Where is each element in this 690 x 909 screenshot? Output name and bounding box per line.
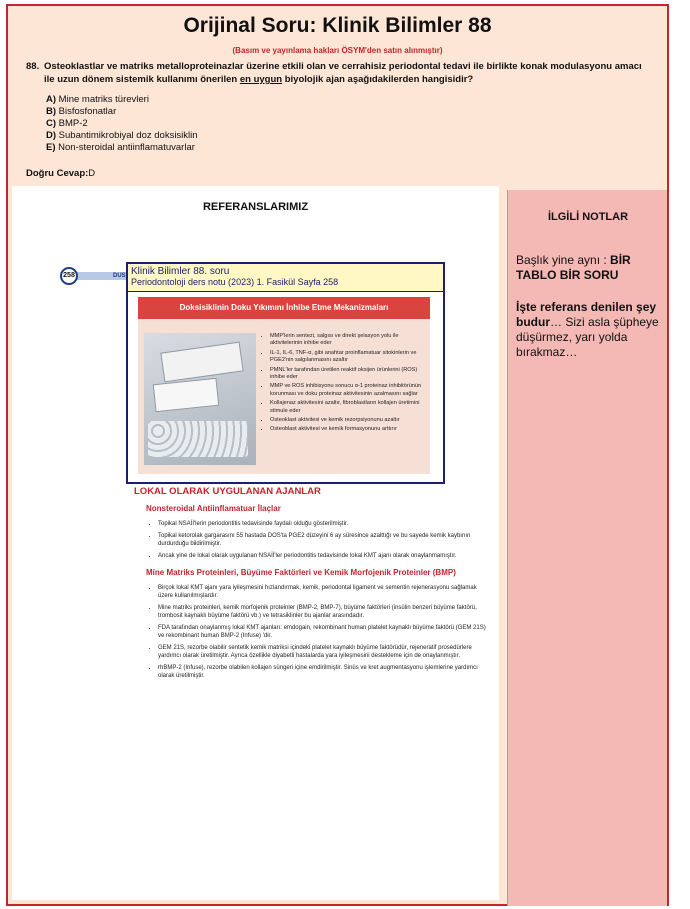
copyright-note: (Basım ve yayınlama hakları ÖSYM'den satın alınmıştır) bbox=[232, 46, 443, 55]
question-text-part1: Osteoklastlar ve matriks metalloproteinazlar üzerine etkili olan ve cerrahisiz periodontal tedavi ile birlikte konak modulasyonu amacı ile uzun dönem sistemik kullanımı önerilen bbox=[44, 61, 642, 85]
blister-pack bbox=[148, 421, 248, 457]
mechanism-item: • MMP'lerin sentezi, salgısı ve direkt şelasyon yolu ile aktivitelerinin inhibe eder bbox=[270, 333, 426, 348]
page-title: Orijinal Soru: Klinik Bilimler 88 bbox=[183, 14, 492, 37]
question-panel bbox=[8, 6, 667, 190]
option-letter: A) bbox=[46, 94, 57, 105]
page-number-badge: 258 bbox=[60, 267, 78, 285]
option-e bbox=[46, 142, 198, 154]
note-1-plain: Başlık yine aynı : bbox=[516, 253, 611, 267]
options-list bbox=[46, 94, 198, 154]
list-item: • Mine matriks proteinleri, kemik morfojenik proteinler (BMP-2, BMP-7), büyüme faktörleri (insülin benzeri büyüme faktörü, trombosit kaynaklı büyüme faktörü vb.) ve tetrasiklinler bu ajanlar arasındadır. bbox=[158, 604, 486, 620]
mechanism-list bbox=[262, 333, 426, 436]
correct-answer bbox=[26, 168, 95, 179]
mechanism-item: • Osteoklast aktivitesi ve kemik rezorpsiyonunu azaltır bbox=[270, 417, 426, 424]
option-text: Mine matriks türevleri bbox=[58, 94, 149, 105]
note-2-plain: … Sizi asla şüpheye düşürmez, yarı yolda bırakmaz… bbox=[516, 315, 659, 359]
option-letter: D) bbox=[46, 130, 57, 141]
reference-box bbox=[126, 262, 445, 484]
subsection-bmp: Mine Matriks Proteinleri, Büyüme Faktörleri ve Kemik Morfojenik Proteinler (BMP) bbox=[146, 568, 456, 577]
option-text: BMP-2 bbox=[58, 118, 88, 129]
list-item: • rhBMP-2 (Infuse), rezorbe olabilen kollajen süngeri içine emdirilmiştir. Sinüs ve kret augmentasyonu işlemlerine yardımcı olarak üretilmiştir. bbox=[158, 664, 486, 680]
references-panel bbox=[12, 186, 499, 900]
question-number: 88. bbox=[26, 61, 40, 72]
bmp-list bbox=[158, 584, 486, 680]
mechanism-item: • Osteoblast aktivitesi ve kemik formasyonunu arttırır bbox=[270, 426, 426, 433]
reference-box-header bbox=[128, 264, 443, 292]
answer-label: Doğru Cevap: bbox=[26, 168, 89, 179]
question-stem bbox=[26, 60, 646, 86]
option-d bbox=[46, 130, 198, 142]
textbook-excerpt bbox=[134, 488, 486, 684]
package-box-1 bbox=[160, 342, 243, 383]
option-c bbox=[46, 118, 198, 130]
list-item: • Topikal NSAİİ'lerin periodontitis tedavisinde faydalı olduğu gösterilmiştir. bbox=[158, 520, 486, 528]
option-letter: B) bbox=[46, 106, 57, 117]
answer-value: D bbox=[88, 168, 96, 179]
question-text-part2: biyolojik ajan aşağıdakilerden hangisidir? bbox=[282, 74, 474, 85]
list-item: • FDA tarafından onaylanmış lokal KMT ajanları: emdogain, rekombinant human platelet kaynaklı büyüme faktörü (GEM 21S) ve rekombinant human BMP-2 (Infuse) 'dir. bbox=[158, 624, 486, 640]
option-letter: C) bbox=[46, 118, 57, 129]
list-item: • GEM 21S, rezorbe olabilir sentetik kemik matriksi içindeki platelet kaynaklı büyüme faktörüdür, rejeneratif prosedürlere yardımcı olarak üretilmiştir. Ayrıca özellikle diyabetli hastalarda yara iyileşmesini destekleme için de onaylanmıştır. bbox=[158, 644, 486, 660]
nsaid-list bbox=[158, 520, 486, 560]
question-text bbox=[26, 60, 646, 86]
mechanism-item: • MMP ve ROS inhibisyonu sonucu α-1 proteinaz inhibitörünün korunması ve doku proteinaz aktivitesinin azalmasını sağlar bbox=[270, 383, 426, 398]
note-2-bold: İşte referans denilen şey budur bbox=[516, 300, 657, 329]
mechanism-item: • Kollajenaz aktivitesini azaltır, fibroblastların kollajen üretimini stimule eder bbox=[270, 400, 426, 415]
section-title: LOKAL OLARAK UYGULANAN AJANLAR bbox=[134, 486, 321, 497]
question-underlined: en uygun bbox=[239, 74, 283, 85]
package-box-2 bbox=[153, 378, 220, 413]
references-heading: REFERANSLARIMIZ bbox=[202, 201, 309, 213]
dus-label: DUS bbox=[113, 273, 126, 279]
reference-box-title: Klinik Bilimler 88. soru bbox=[131, 266, 230, 277]
option-text: Subantimikrobiyal doz doksisiklin bbox=[58, 130, 198, 141]
mechanism-item: • IL-1, IL-6, TNF-α, gibi anahtar proinflamatuar sitokinlerin ve PGE2'nin salgılanmasını azaltır bbox=[270, 350, 426, 365]
option-text: Bisfosfonatlar bbox=[58, 106, 117, 117]
option-text: Non-steroidal antiinflamatuvarlar bbox=[58, 142, 195, 153]
option-b bbox=[46, 106, 198, 118]
option-a bbox=[46, 94, 198, 106]
notes-panel bbox=[507, 190, 667, 906]
list-item: • Birçok lokal KMT ajanı yara iyileşmesini hızlandırmak, kemik, periodontal ligament ve sementin rejenerasyonu sağlamak üzere kullanılmışlardır. bbox=[158, 584, 486, 600]
note-1 bbox=[516, 253, 664, 283]
mechanism-item: • PMNL'ler tarafından üretilen reaktif oksijen ürünlerini (ROS) inhibe eder bbox=[270, 367, 426, 382]
reference-box-source: Periodontoloji ders notu (2023) 1. Fasikül Sayfa 258 bbox=[131, 277, 339, 287]
note-2 bbox=[516, 300, 664, 360]
notes-heading: İLGİLİ NOTLAR bbox=[547, 211, 629, 223]
option-letter: E) bbox=[46, 142, 56, 153]
reference-excerpt-image bbox=[138, 297, 430, 474]
drug-package-photo bbox=[144, 333, 256, 465]
list-item: • Ancak yine de lokal olarak uygulanan NSAİİ'ler periodontitis tedavisinde lokal KMT ajanı olarak onaylanmamıştır. bbox=[158, 552, 486, 560]
excerpt-title: Doksisiklinin Doku Yıkımını İnhibe Etme Mekanizmaları bbox=[138, 297, 430, 319]
list-item: • Topikal ketorolak gargarasını 55 hastada DOS'ta PGE2 düzeyini 6 ay süresince azalttığı ve bu sayede kemik kaybının durdurduğu bildirilmiştir. bbox=[158, 532, 486, 548]
note-1-bold: BİR TABLO BİR SORU bbox=[516, 253, 631, 282]
subsection-nsaid: Nonsteroidal Antiinflamatuar İlaçlar bbox=[146, 504, 281, 513]
